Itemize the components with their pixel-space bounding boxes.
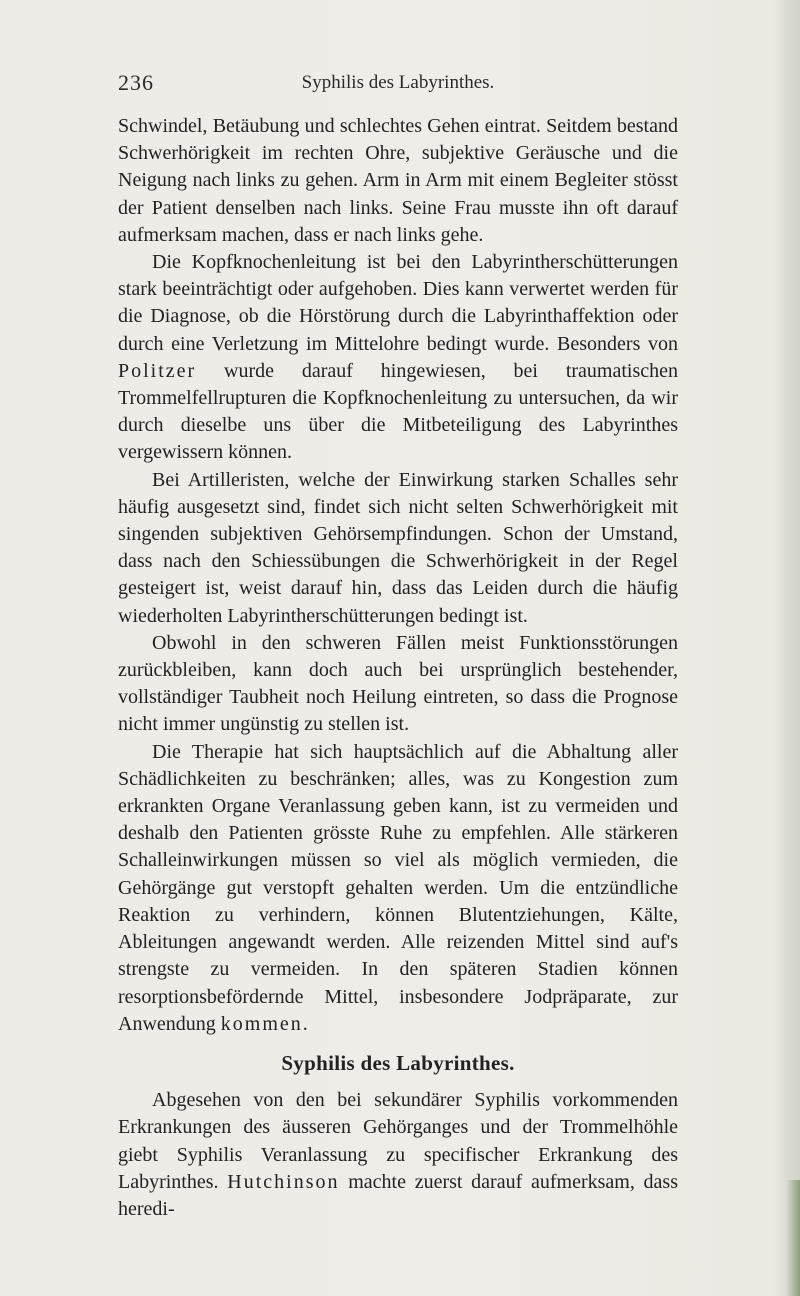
paragraph-text: Die Kopfknochenleitung ist bei den Labyrintherschütterungen stark beeinträchtigt oder aufgehoben. Dies kann verwertet werden für die Diagnose, ob die Hörstörung durch die Labyrinthaffektion oder durch eine Verletzung im Mittelohre bedingt wurde. Besonders von [118, 251, 678, 355]
body-text [118, 113, 678, 1223]
paragraph: Obwohl in den schweren Fällen meist Funktionsstörungen zurückbleiben, kann doch auch bei ursprünglich bestehender, vollständiger Taubheit noch Heilung eintreten, so dass die Prognose nicht immer ungünstig zu stellen ist. [118, 631, 678, 736]
paragraph-text: Die Therapie hat sich hauptsächlich auf die Abhaltung aller Schädlichkeiten zu beschränken; alles, was zu Kongestion zum erkrankten Organe Veranlassung geben kann, ist zu vermeiden und deshalb den Patienten grösste Ruhe zu empfehlen. Alle stärkeren Schalleinwirkungen müssen so viel als möglich vermieden, die Gehörgänge gut verstopft gehalten werden. Um die entzündliche Reaktion zu verhindern, können Blutentziehungen, Kälte, Ableitungen angewandt werden. Alle reizenden Mittel sind auf's strengste zu vermeiden. In den späteren Stadien können resorptionsbefördernde Mittel, insbesondere Jodpräparate, zur Anwendung [118, 740, 678, 1035]
word-kommen: kommen. [220, 1012, 310, 1035]
page-edge-stain [786, 1180, 800, 1296]
paragraph-text: machte zuerst darauf aufmerksam, dass heredi- [118, 1170, 678, 1220]
author-name-hutchinson: Hutchinson [227, 1170, 340, 1193]
paragraph-syphilis [118, 1087, 678, 1223]
page-number: 236 [118, 70, 154, 95]
running-title: Syphilis des Labyrinthes. [301, 72, 495, 93]
paragraph: Bei Artilleristen, welche der Einwirkung starken Schalles sehr häufig ausgesetzt sind, findet sich nicht selten Schwerhörigkeit mit singenden subjektiven Gehörsempfindungen. Schon der Umstand, dass nach den Schiessübungen die Schwerhörigkeit in der Regel gesteigert ist, weist darauf hin, dass das Leiden durch die häufig wiederholten Labyrintherschütterungen bedingt ist. [118, 468, 678, 627]
section-heading: Syphilis des Labyrinthes. [281, 1050, 515, 1075]
page-edge-shadow [774, 0, 800, 1296]
paragraph-text: Abgesehen von den bei sekundärer Syphilis vorkommenden Erkrankungen des äusseren Gehörganges und der Trommelhöhle giebt Syphilis Veranlassung zu specifischer Erkrankung des Labyrinthes. [118, 1089, 678, 1193]
paragraph-text: wurde darauf hingewiesen, bei traumatischen Trommelfellrupturen die Kopfknochenleitung zu untersuchen, da wir durch dieselbe uns über die Mitbeteiligung des Labyrinthes vergewissern können. [118, 359, 678, 464]
author-name-politzer: Politzer [118, 359, 197, 382]
paragraph: Schwindel, Betäubung und schlechtes Gehen eintrat. Seitdem bestand Schwerhörigkeit im rechten Ohre, subjektive Geräusche und die Neigung nach links zu gehen. Arm in Arm mit einem Begleiter stösst der Patient denselben nach links. Seine Frau musste ihn oft darauf aufmerksam machen, dass er nach links gehe. [118, 115, 678, 246]
paragraph-kopfknochenleitung [118, 249, 678, 467]
running-header [118, 70, 678, 100]
paragraph-therapie [118, 739, 678, 1038]
